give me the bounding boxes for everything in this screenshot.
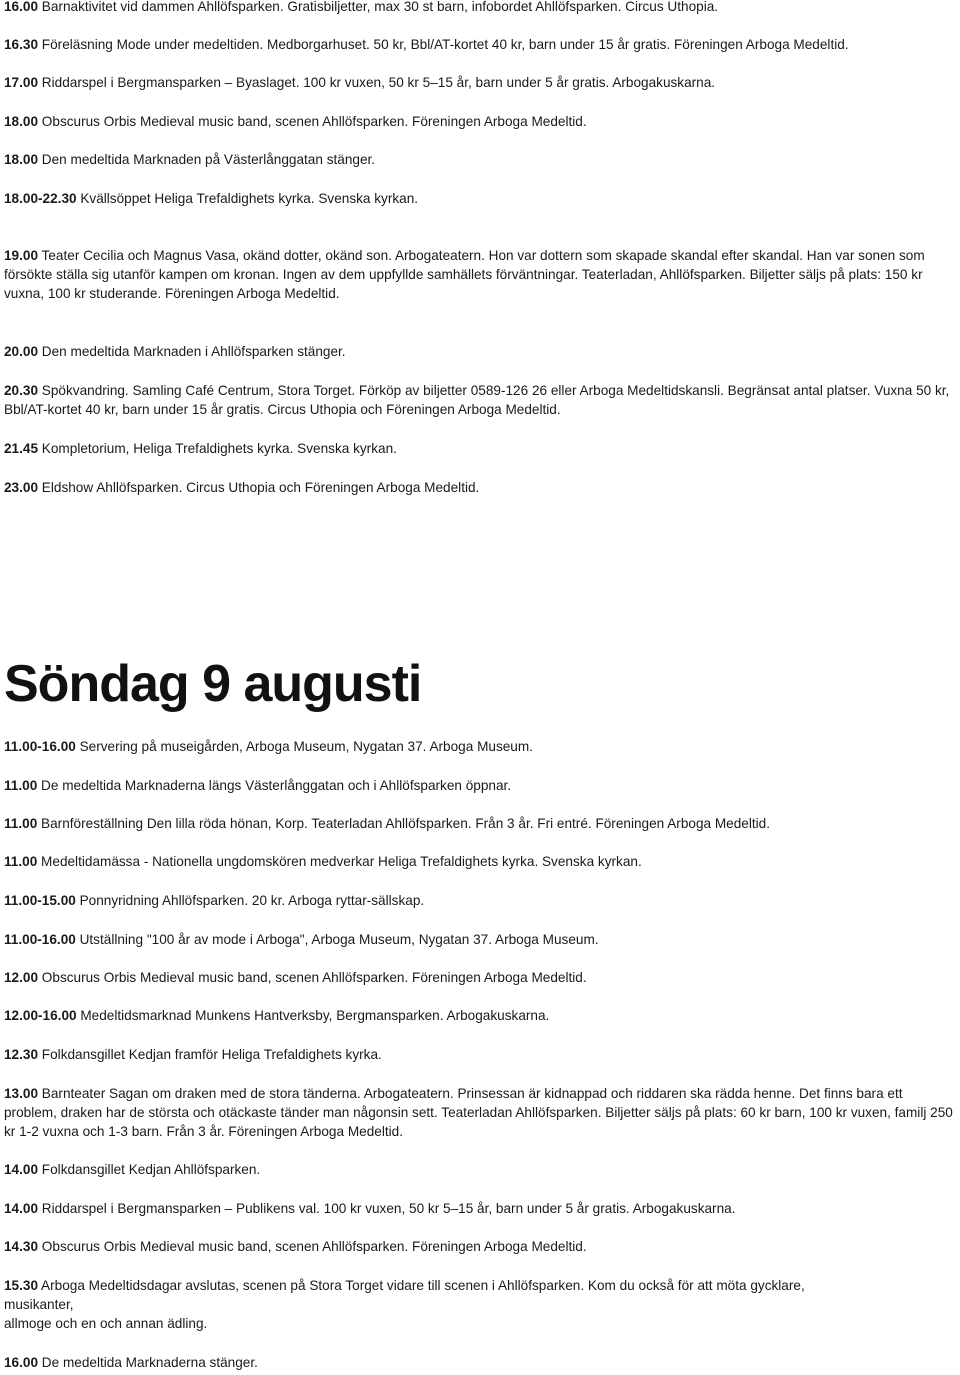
event-entry	[4, 35, 956, 54]
event-text: Spökvandring. Samling Café Centrum, Stora Torget. Förköp av biljetter 0589-126 26 eller Arboga Medeltidskansli. Begränsat antal platser. Vuxna 50 kr, Bbl/AT-kortet 40 kr, barn under 15 år gratis. Circus Uthopia och Föreningen Arboga Medeltid.	[4, 383, 950, 417]
event-text: Medeltidsmarknad Munkens Hantverksby, Bergmansparken. Arbogakuskarna.	[76, 1008, 550, 1023]
event-time: 15.30	[4, 1278, 39, 1293]
event-time: 16.30	[4, 37, 39, 52]
event-text: Folkdansgillet Kedjan framför Heliga Trefaldighets kyrka.	[38, 1047, 382, 1062]
event-text: Obscurus Orbis Medieval music band, scenen Ahllöfsparken. Föreningen Arboga Medeltid.	[38, 114, 587, 129]
event-text: Folkdansgillet Kedjan Ahllöfsparken.	[38, 1162, 261, 1177]
event-time: 13.00	[4, 1086, 39, 1101]
event-entry	[4, 1353, 956, 1372]
event-entry	[4, 968, 956, 987]
event-text: Eldshow Ahllöfsparken. Circus Uthopia och Föreningen Arboga Medeltid.	[38, 480, 480, 495]
event-entry	[4, 776, 956, 795]
event-time: 20.30	[4, 383, 39, 398]
event-entry	[4, 1045, 956, 1064]
event-text: Obscurus Orbis Medieval music band, scenen Ahllöfsparken. Föreningen Arboga Medeltid.	[38, 970, 587, 985]
event-text: Teater Cecilia och Magnus Vasa, okänd dotter, okänd son. Arbogateatern. Hon var dottern som skapade skandal efter skandal. Han var sonen som försökte ställa sig utanför kampen om kronan. Ingen av dem uppfyllde samhällets förväntningar. Teaterladan, Ahllöfsparken. Biljetter säljs på plats: 150 kr vuxna, 100 kr studerande. Föreningen Arboga Medeltid.	[4, 248, 925, 301]
event-text: Riddarspel i Bergmansparken – Byaslaget. 100 kr vuxen, 50 kr 5–15 år, barn under 5 år gratis. Arbogakuskarna.	[38, 75, 716, 90]
event-entry	[4, 1237, 956, 1256]
event-entry	[4, 112, 956, 131]
event-time: 16.00	[4, 0, 39, 14]
event-time: 19.00	[4, 248, 39, 263]
event-entry	[4, 478, 956, 497]
event-text: Barnteater Sagan om draken med de stora tänderna. Arbogateatern. Prinsessan är kidnappad och riddaren ska rädda henne. Det finns bara ett problem, draken har de största och otäckaste tänder man någonsin sett. Teaterladan Ahllöfsparken. Biljetter säljs på plats: 60 kr barn, 100 kr vuxen, familj 250 kr 1-2 vuxna och 1-3 barn. Från 3 år. Föreningen Arboga Medeltid.	[4, 1086, 953, 1139]
event-entry	[4, 246, 956, 303]
event-text: Barnföreställning Den lilla röda hönan, Korp. Teaterladan Ahllöfsparken. Från 3 år. Fri entré. Föreningen Arboga Medeltid.	[37, 816, 771, 831]
event-time: 11.00-15.00	[4, 893, 76, 908]
event-time: 16.00	[4, 1355, 39, 1370]
event-time: 11.00-16.00	[4, 932, 76, 947]
event-entry	[4, 0, 956, 16]
event-text: Ponnyridning Ahllöfsparken. 20 kr. Arboga ryttar-sällskap.	[75, 893, 425, 908]
event-time: 14.00	[4, 1201, 39, 1216]
day-heading: Söndag 9 augusti	[4, 655, 422, 713]
event-time: 12.30	[4, 1047, 39, 1062]
event-time: 11.00	[4, 778, 38, 793]
event-time: 11.00-16.00	[4, 739, 76, 754]
event-time: 14.00	[4, 1162, 39, 1177]
event-text: Föreläsning Mode under medeltiden. Medborgarhuset. 50 kr, Bbl/AT-kortet 40 kr, barn under 15 år gratis. Föreningen Arboga Medeltid.	[38, 37, 849, 52]
event-text: Kvällsöppet Heliga Trefaldighets kyrka. Svenska kyrkan.	[76, 191, 419, 206]
event-text: Obscurus Orbis Medieval music band, scenen Ahllöfsparken. Föreningen Arboga Medeltid.	[38, 1239, 587, 1254]
event-time: 20.00	[4, 344, 39, 359]
event-entry	[4, 1199, 956, 1218]
event-time: 17.00	[4, 75, 39, 90]
event-entry	[4, 342, 956, 361]
event-time: 14.30	[4, 1239, 39, 1254]
event-entry	[4, 1006, 956, 1025]
event-text-line: allmoge och en och annan ädling.	[4, 1316, 208, 1331]
event-text: Utställning "100 år av mode i Arboga", Arboga Museum, Nygatan 37. Arboga Museum.	[75, 932, 599, 947]
event-entry	[4, 189, 956, 208]
event-text: Arboga Medeltidsdagar avslutas, scenen på Stora Torget vidare till scenen i Ahllöfsparken. Kom du också för att möta gycklare,	[38, 1278, 805, 1293]
event-time: 11.00	[4, 816, 38, 831]
event-text: De medeltida Marknaderna stänger.	[38, 1355, 258, 1370]
event-entry	[4, 1160, 956, 1179]
event-time: 12.00	[4, 970, 39, 985]
event-text: De medeltida Marknaderna längs Västerlånggatan och i Ahllöfsparken öppnar.	[37, 778, 512, 793]
event-entry	[4, 1084, 956, 1141]
event-text: Medeltidamässa - Nationella ungdomskören medverkar Heliga Trefaldighets kyrka. Svenska kyrkan.	[37, 854, 642, 869]
event-text: Den medeltida Marknaden i Ahllöfsparken stänger.	[38, 344, 346, 359]
event-entry	[4, 1276, 956, 1333]
event-time: 21.45	[4, 441, 39, 456]
event-text-line: musikanter,	[4, 1297, 74, 1312]
event-text: Barnaktivitet vid dammen Ahllöfsparken. Gratisbiljetter, max 30 st barn, infobordet Ahllöfsparken. Circus Uthopia.	[38, 0, 719, 14]
event-time: 12.00-16.00	[4, 1008, 77, 1023]
event-entry	[4, 814, 956, 833]
event-entry	[4, 381, 956, 419]
event-entry	[4, 737, 956, 756]
event-entry	[4, 150, 956, 169]
event-time: 23.00	[4, 480, 39, 495]
event-text: Den medeltida Marknaden på Västerlånggatan stänger.	[38, 152, 376, 167]
event-time: 11.00	[4, 854, 38, 869]
event-time: 18.00	[4, 114, 39, 129]
event-entry	[4, 439, 956, 458]
event-time: 18.00	[4, 152, 39, 167]
event-text: Riddarspel i Bergmansparken – Publikens val. 100 kr vuxen, 50 kr 5–15 år, barn under 5 år gratis. Arbogakuskarna.	[38, 1201, 736, 1216]
event-text: Kompletorium, Heliga Trefaldighets kyrka. Svenska kyrkan.	[38, 441, 397, 456]
event-entry	[4, 73, 956, 92]
event-text: Servering på museigården, Arboga Museum, Nygatan 37. Arboga Museum.	[75, 739, 533, 754]
event-time: 18.00-22.30	[4, 191, 77, 206]
event-entry	[4, 852, 956, 871]
event-entry	[4, 891, 956, 910]
event-entry	[4, 930, 956, 949]
